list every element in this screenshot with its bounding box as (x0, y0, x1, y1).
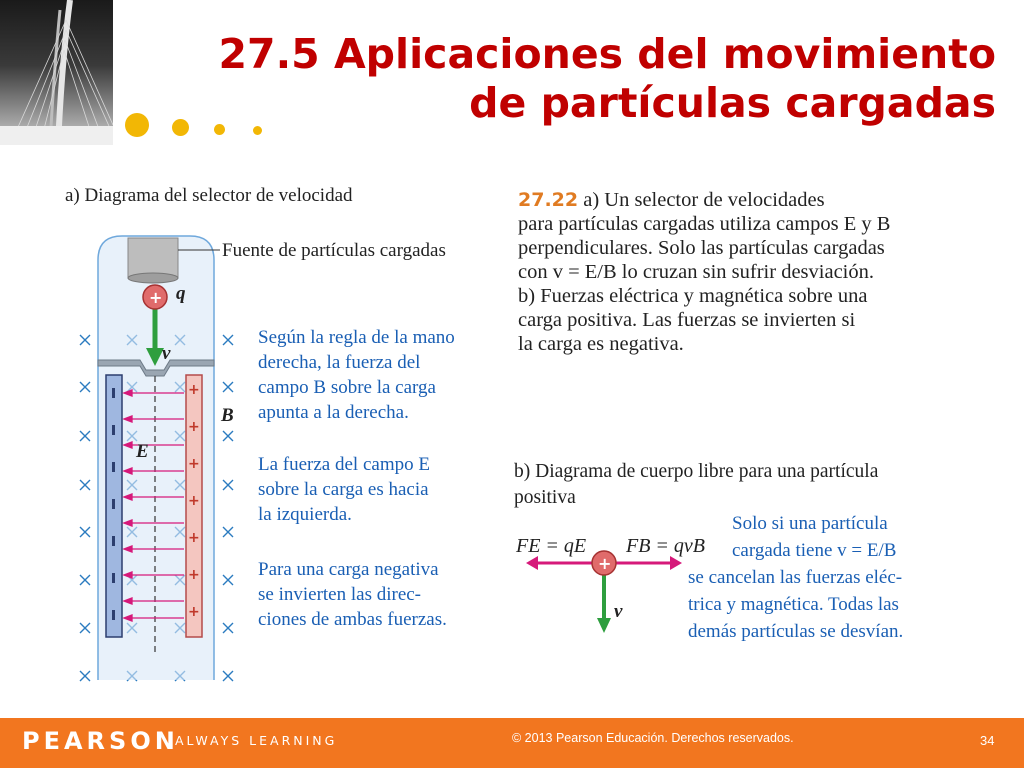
velocity-label-b: v (614, 601, 623, 622)
copyright-text: © 2013 Pearson Educación. Derechos reservados. (512, 731, 794, 745)
bullet-dot (214, 124, 225, 135)
title-line-1: 27.5 Aplicaciones del movimiento (218, 30, 996, 78)
bullet-dot (125, 113, 149, 137)
slide-title (130, 30, 996, 128)
page-number: 34 (980, 733, 995, 748)
particle-source-label: Fuente de partículas cargadas (222, 240, 446, 261)
bullet-dot (253, 126, 262, 135)
explanation-e-force: La fuerza del campo E sobre la carga es hacia la izquierda. (258, 454, 430, 525)
diagram-a-heading: a) Diagrama del selector de velocidad (65, 185, 353, 206)
explanation-negative-charge: Para una carga negativa se invierten las direc- ciones de ambas fuerzas. (258, 559, 447, 630)
figure-caption: 27.22 a) Un selector de velocidades para partículas cargadas utiliza campos E y B perpendiculares. Solo las partículas cargadas con v = E/B lo cruzan sin sufrir desviación. b) Fuerzas eléctrica y magnética sobre una carga positiva. Las fuerzas se invierten si la carga es negativa. (518, 189, 891, 355)
diagram-b-heading: b) Diagrama de cuerpo libre para una partícula positiva (514, 461, 879, 508)
bullet-dot (172, 119, 189, 136)
svg-text:+: + (188, 530, 200, 546)
velocity-v-label: v (162, 343, 171, 364)
svg-text:+: + (188, 382, 200, 398)
magnetic-force-label: FB = qvB (626, 535, 706, 557)
pearson-logo: PEARSON (22, 727, 179, 755)
book-cover-image (0, 0, 113, 145)
footer-tagline: ALWAYS LEARNING (175, 733, 338, 748)
free-body-note: Solo si una partícula cargada tiene v = E/B se cancelan las fuerzas eléc- trica y magnética. Todas las demás partículas se desvían. (688, 513, 904, 642)
title-line-2: de partículas cargadas (469, 79, 996, 127)
b-field-label: B (221, 405, 234, 426)
figure-number: 27.22 (518, 189, 579, 211)
svg-text:+: + (188, 567, 200, 583)
svg-text:+: + (149, 288, 163, 307)
e-field-label: E (136, 441, 149, 462)
svg-text:+: + (188, 456, 200, 472)
svg-text:+: + (188, 419, 200, 435)
svg-text:+: + (188, 493, 200, 509)
charge-q-label: q (176, 283, 186, 304)
svg-text:+: + (598, 554, 612, 573)
explanation-b-force: Según la regla de la mano derecha, la fuerza del campo B sobre la carga apunta a la derecha. (258, 327, 455, 423)
electric-force-label: FE = qE (516, 535, 587, 557)
svg-text:+: + (188, 604, 200, 620)
